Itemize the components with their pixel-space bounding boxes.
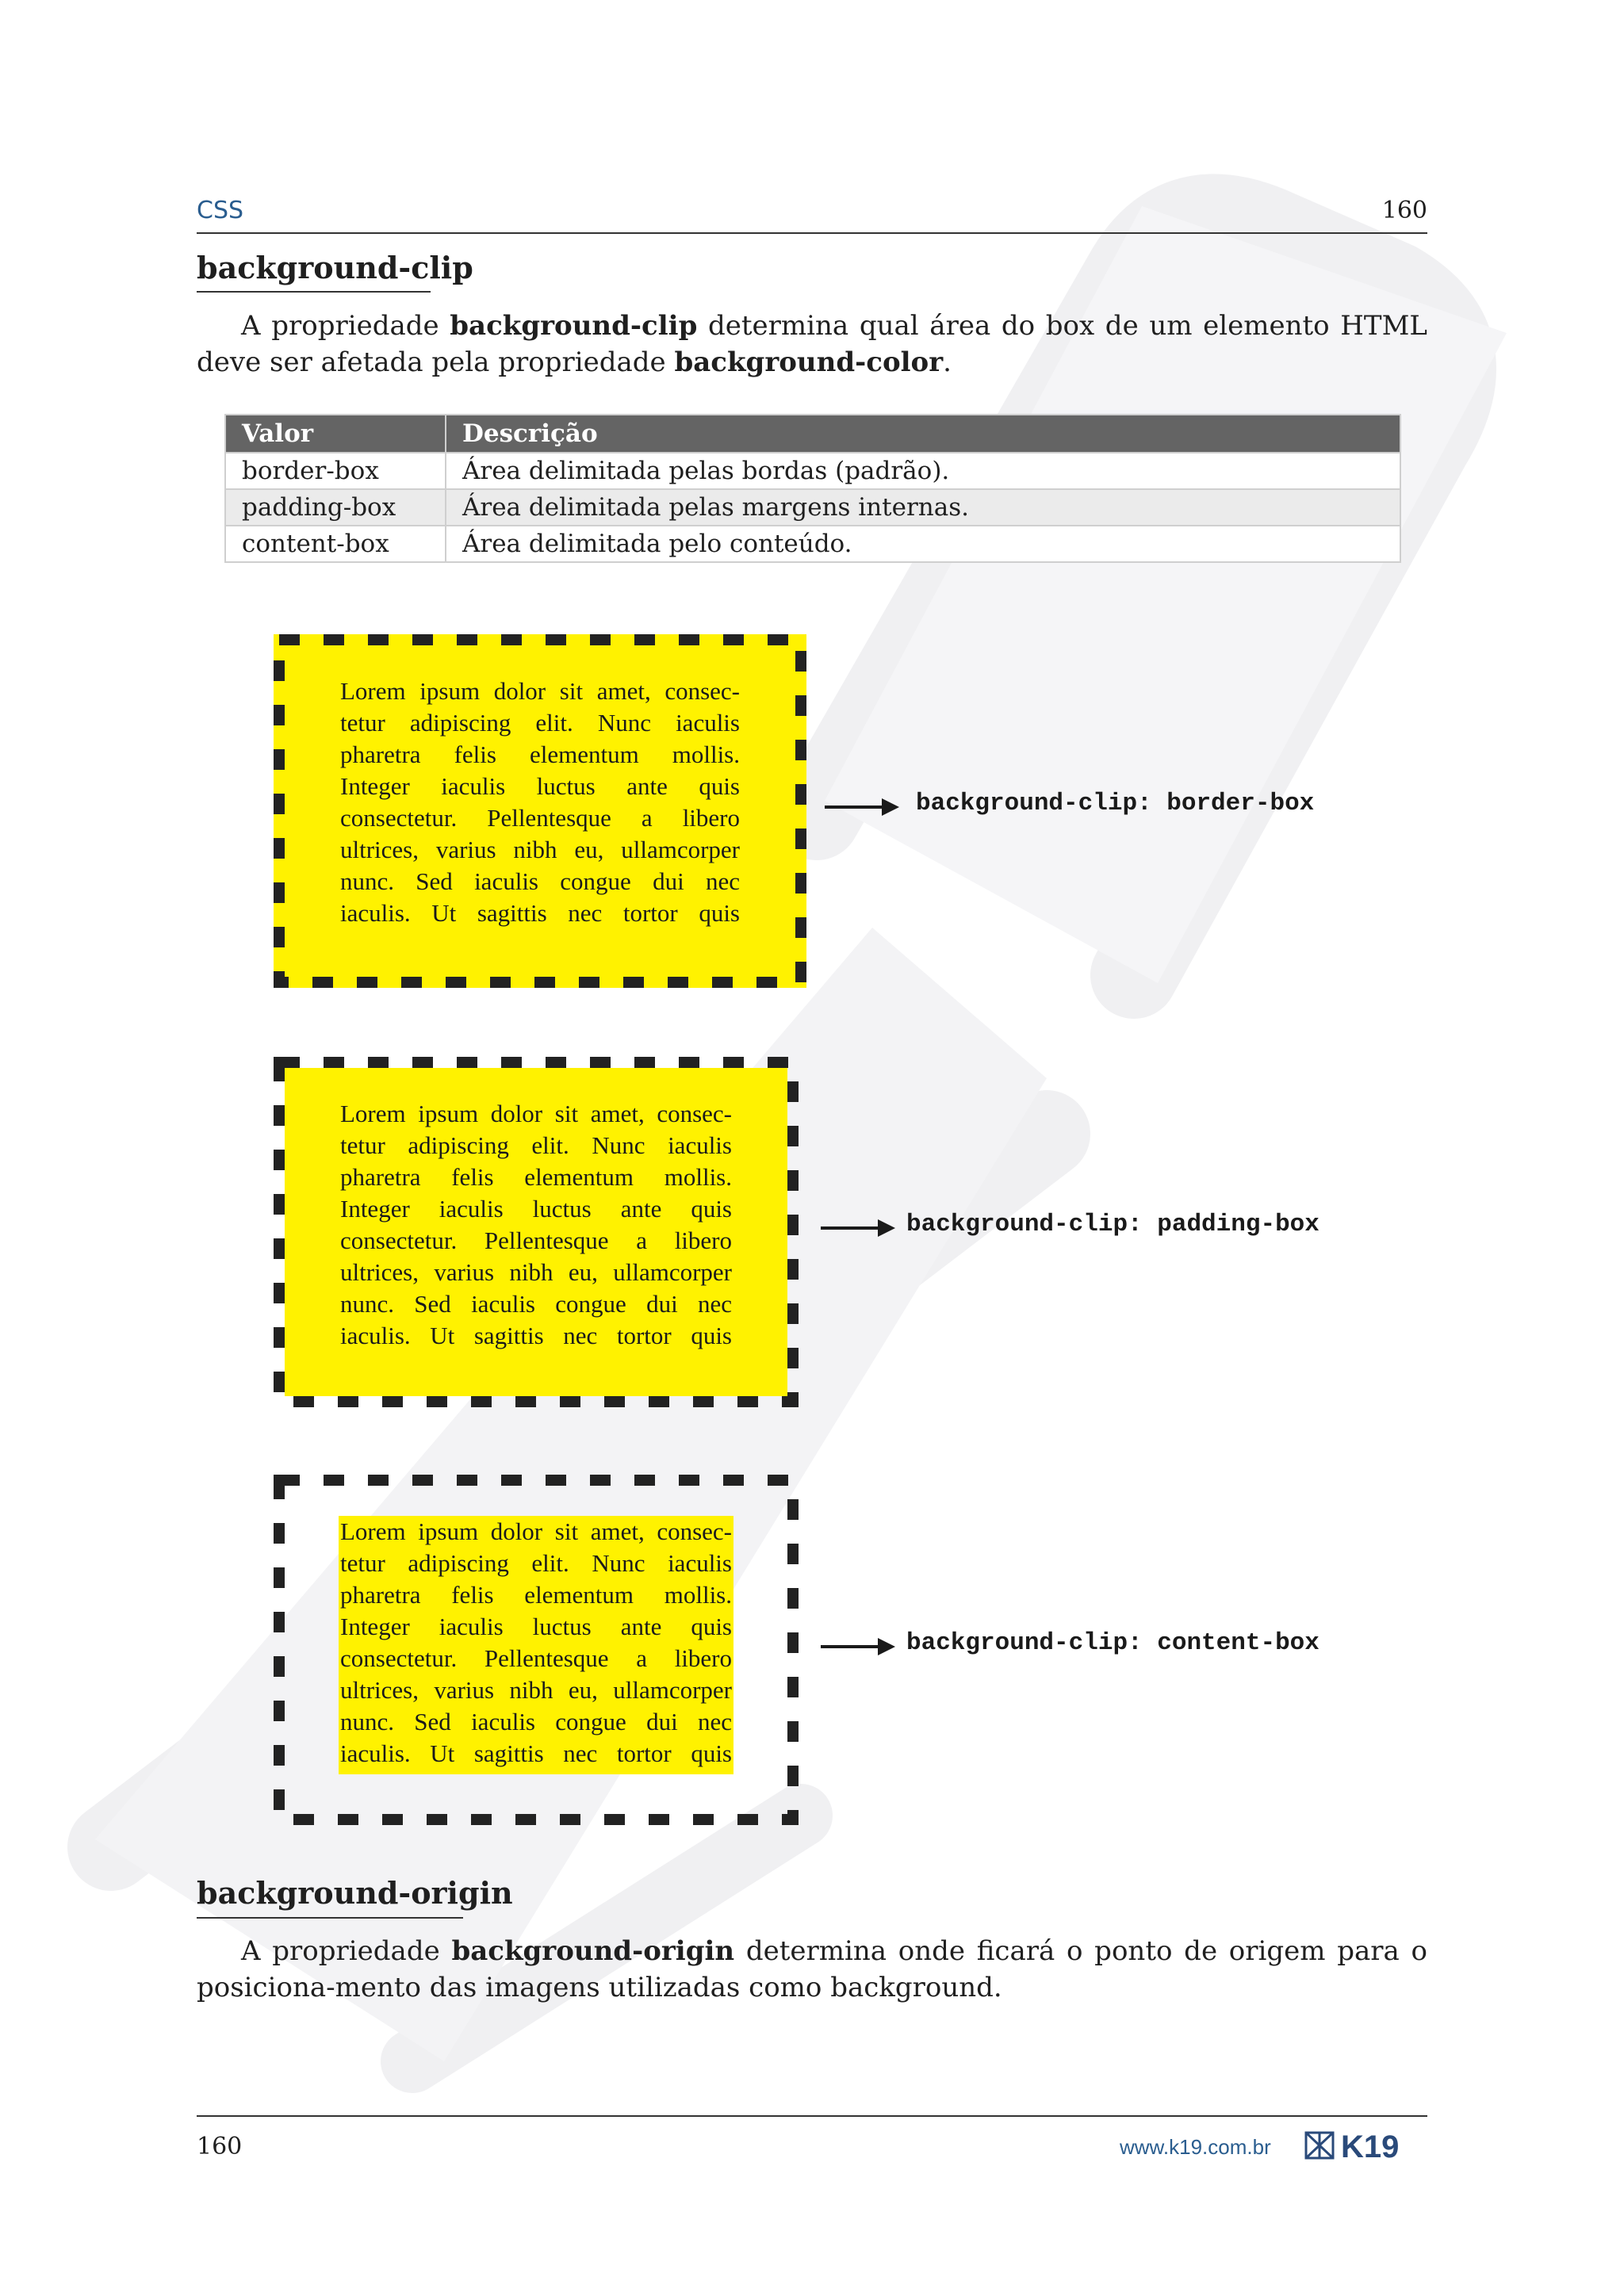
chapter-title: CSS: [197, 197, 244, 224]
label-border-box: background-clip: border-box: [916, 790, 1315, 817]
lorem-text: Lorem ipsum dolor sit amet, consec- tetur adipiscing elit. Nunc iaculis pharetra felis elementum mollis. Integer iaculis luctus ante quis consectetur. Pellentesque a libero ultrices, varius nibh eu, ullamcorper nunc. Sed iaculis congue dui nec iaculis. Ut sagittis nec tortor quis: [340, 1517, 732, 1767]
section-title-underline: [197, 1917, 463, 1919]
footer-rule: [197, 2115, 1427, 2117]
values-table: [224, 414, 1401, 563]
logo-text: K19: [1341, 2130, 1400, 2161]
arrow-icon: [821, 1226, 892, 1230]
table-header-description: Descrição: [446, 415, 1400, 453]
lorem-text: Lorem ipsum dolor sit amet, consec- tetur adipiscing elit. Nunc iaculis pharetra felis elementum mollis. Integer iaculis luctus ante quis consectetur. Pellentesque a libero ultrices, varius nibh eu, ullamcorper nunc. Sed iaculis congue dui nec iaculis. Ut sagittis nec tortor quis: [340, 1100, 732, 1349]
header-page-number: 160: [1381, 197, 1427, 224]
table-row: [225, 526, 1400, 562]
table-cell-description: Área delimitada pelas margens internas.: [446, 489, 1400, 526]
table-row: [225, 489, 1400, 526]
table-cell-description: Área delimitada pelas bordas (padrão).: [446, 453, 1400, 489]
k19-logo: [1304, 2130, 1428, 2161]
section-title-underline: [197, 291, 431, 293]
label-padding-box: background-clip: padding-box: [906, 1211, 1320, 1238]
section2-paragraph: A propriedade background-origin determina onde ficará o ponto de origem para o posiciona-mento das imagens utilizadas como background.: [197, 1935, 1427, 2003]
table-row: [225, 453, 1400, 489]
section-title-background-origin: background-origin: [197, 1875, 513, 1911]
table-cell-value: content-box: [225, 526, 446, 562]
lorem-text: Lorem ipsum dolor sit amet, consec- tetur adipiscing elit. Nunc iaculis pharetra felis elementum mollis. Integer iaculis luctus ante quis consectetur. Pellentesque a libero ultrices, varius nibh eu, ullamcorper nunc. Sed iaculis congue dui nec iaculis. Ut sagittis nec tortor quis: [340, 677, 740, 927]
section1-paragraph: A propriedade background-clip determina qual área do box de um elemento HTML deve ser afetada pela propriedade background-color.: [197, 310, 1428, 378]
footer-page-number: 160: [197, 2133, 243, 2160]
demo-padding-box: [274, 1057, 799, 1407]
demo-border-box: [274, 634, 806, 988]
label-content-box: background-clip: content-box: [906, 1629, 1320, 1657]
demo-content-box: [274, 1475, 799, 1825]
table-header-value: Valor: [225, 415, 446, 453]
header-rule: [197, 232, 1427, 234]
table-cell-value: border-box: [225, 453, 446, 489]
table-header-row: [225, 415, 1400, 453]
table-cell-value: padding-box: [225, 489, 446, 526]
table-cell-description: Área delimitada pelo conteúdo.: [446, 526, 1400, 562]
footer-url-link[interactable]: www.k19.com.br: [1120, 2135, 1271, 2159]
arrow-icon: [821, 1645, 892, 1648]
arrow-icon: [825, 806, 896, 809]
section-title-background-clip: background-clip: [197, 250, 473, 285]
